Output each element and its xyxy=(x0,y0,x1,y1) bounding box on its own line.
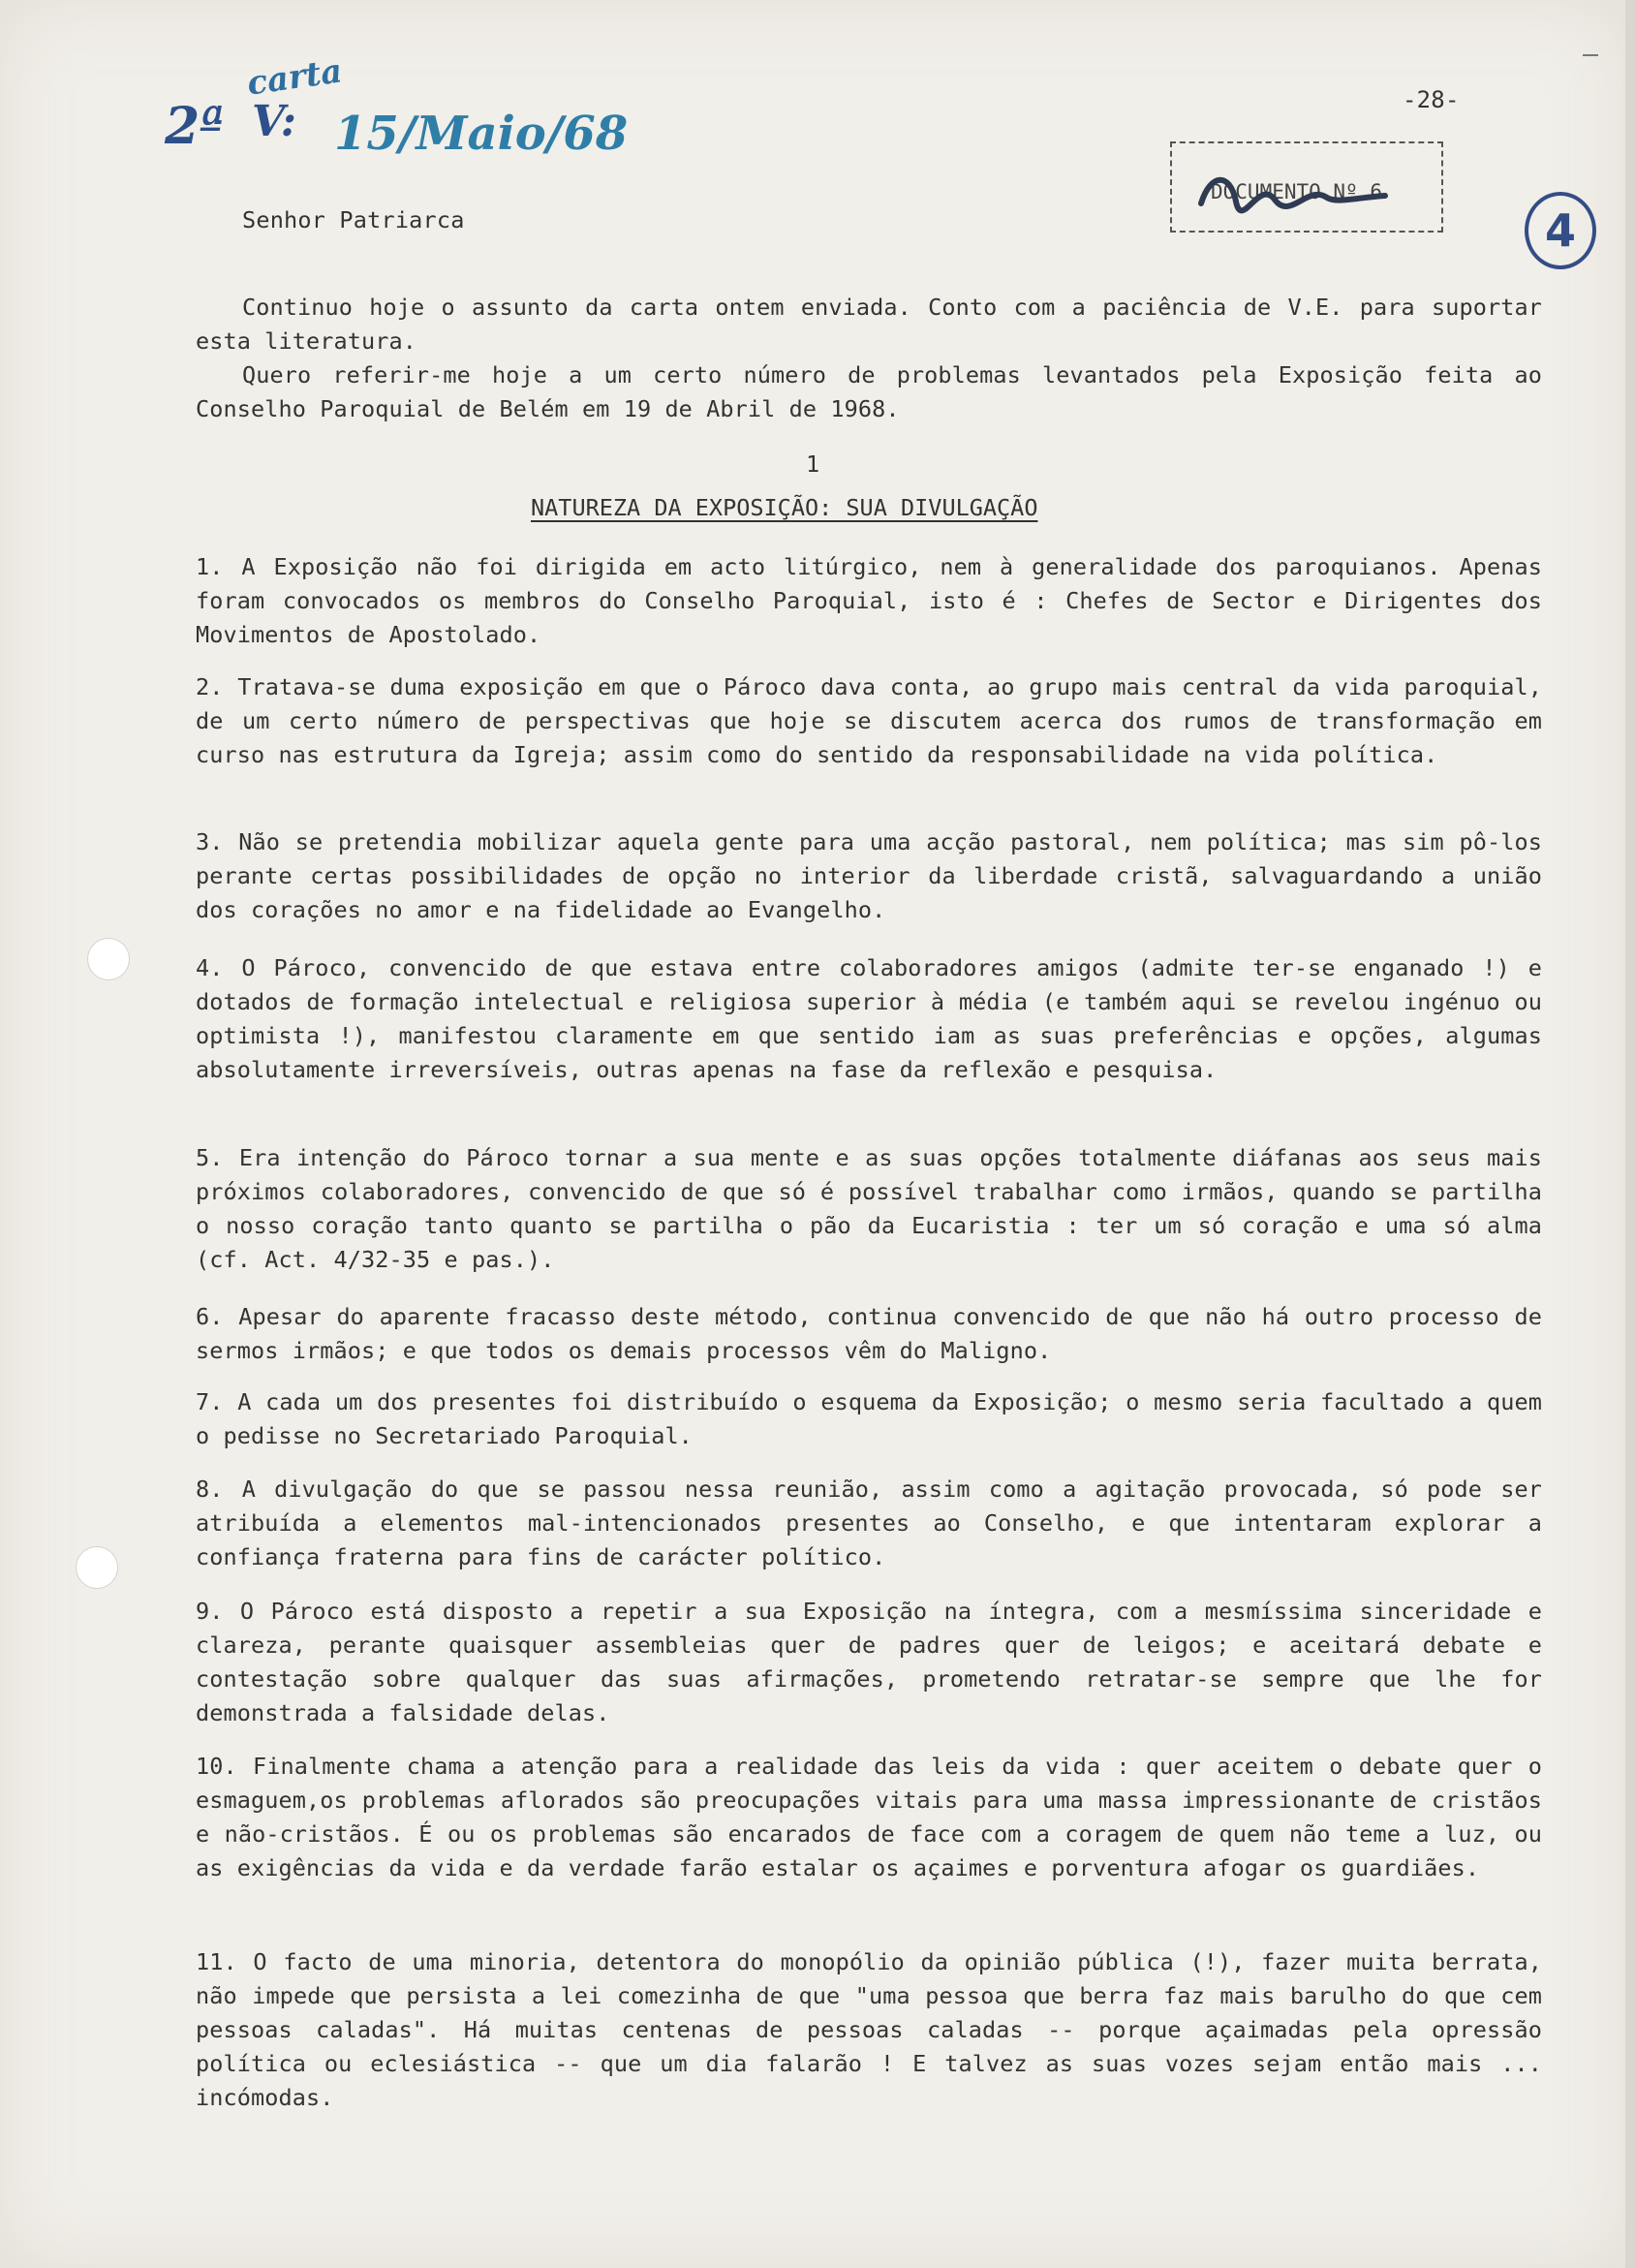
punch-hole-top xyxy=(87,938,130,980)
punch-hole-bottom xyxy=(76,1546,118,1589)
point-7: 7. A cada um dos presentes foi distribuído o esquema da Exposição; o mesmo seria facultado a quem o pedisse no Secretariado Paroquial. xyxy=(196,1388,1542,1449)
point-5: 5. Era intenção do Pároco tornar a sua mente e as suas opções totalmente diáfanas aos seus mais próximos colaboradores, convencido de que só é possível trabalhar como irmãos, quando se partilha o nosso coração tanto quanto se partilha o pão da Eucaristia : ter um só coração e uma só alma (cf. Act. 4/32-35 e pas.). xyxy=(196,1144,1542,1273)
document-label-box xyxy=(1170,141,1443,233)
handwritten-carta: carta xyxy=(244,51,345,104)
point-8: 8. A divulgação do que se passou nessa reunião, assim como a agitação provocada, só pode ser atribuída a elementos mal-intencionados presentes ao Conselho, e que intentaram explorar a confiança fraterna para fins de carácter político. xyxy=(196,1476,1542,1570)
point-1: 1. A Exposição não foi dirigida em acto litúrgico, nem à generalidade dos paroquianos. Apenas foram convocados os membros do Conselho Paroquial, isto é : Chefes de Sector e Dirigentes dos Movimentos de Apostolado. xyxy=(196,553,1542,648)
page-number: -28- xyxy=(1403,86,1460,113)
point-3: 3. Não se pretendia mobilizar aquela gente para uma acção pastoral, nem política; mas sim pô-los perante certas possibilidades de opção no interior da liberdade cristã, salvaguardando a união dos corações no amor e na fidelidade ao Evangelho. xyxy=(196,828,1542,923)
point-9: 9. O Pároco está disposto a repetir a sua Exposição na íntegra, com a mesmíssima sinceridade e clareza, perante quaisquer assembleias quer de padres quer de leigos; e aceitará debate e contestação sobre qualquer das suas afirmações, prometendo retratar-se sempre que lhe for demonstrada a falsidade delas. xyxy=(196,1598,1542,1726)
handwritten-date: 15/Maio/68 xyxy=(334,107,629,161)
section-title: NATUREZA DA EXPOSIÇÃO: SUA DIVULGAÇÃO xyxy=(531,494,1038,521)
handwritten-ordinal: 2ª xyxy=(165,97,225,156)
corner-mark xyxy=(1583,54,1598,56)
signature-scribble xyxy=(1191,163,1424,221)
point-10: 10. Finalmente chama a atenção para a realidade das leis da vida : quer aceitem o debate quer o esmaguem,os problemas aflorados são preocupações vitais para uma massa impressionante de cristãos e não-cristãos. É ou os problemas são encarados de face com a coragem de quem não teme a luz, ou as exigências da vida e da verdade farão estalar os açaimes e porventura afogar os guardiães. xyxy=(196,1753,1542,1881)
point-2: 2. Tratava-se duma exposição em que o Pároco dava conta, ao grupo mais central da vida paroquial, de um certo número de perspectivas que hoje se discutem acerca dos rumos de transformação em curso nas estrutura da Igreja; assim como do sentido da responsabilidade na vida política. xyxy=(196,673,1542,768)
point-6: 6. Apesar do aparente fracasso deste método, continua convencido de que não há outro processo de sermos irmãos; e que todos os demais processos vêm do Maligno. xyxy=(196,1303,1542,1364)
intro-paragraph-2: Quero referir-me hoje a um certo número de problemas levantados pela Exposição feita ao Conselho Paroquial de Belém em 19 de Abril de 1968. xyxy=(196,361,1542,422)
point-4: 4. O Pároco, convencido de que estava entre colaboradores amigos (admite ter-se enganado !) e dotados de formação intelectual e religiosa superior à média (e também aqui se revelou ingénuo ou optimista !), manifestou claramente em que sentido iam as suas preferências e opções, algumas absolutamente irreversíveis, outras apenas na fase da reflexão e pesquisa. xyxy=(196,954,1542,1083)
handwritten-tick: V: xyxy=(252,97,296,146)
point-11: 11. O facto de uma minoria, detentora do monopólio da opinião pública (!), fazer muita berrata, não impede que persista a lei comezinha de que "uma pessoa que berra faz mais barulho do que cem pessoas caladas". Há muitas centenas de pessoas caladas -- porque açaimadas pela opressão política ou eclesiástica -- que um dia falarão ! E talvez as suas vozes sejam então mais ... incómodas. xyxy=(196,1948,1542,2111)
circled-number: 4 xyxy=(1525,192,1596,269)
section-number: 1 xyxy=(806,450,820,478)
intro-paragraph-1: Continuo hoje o assunto da carta ontem enviada. Conto com a paciência de V.E. para suportar esta literatura. xyxy=(196,294,1542,355)
document-label: DOCUMENTO Nº 6 xyxy=(1211,180,1383,203)
salutation: Senhor Patriarca xyxy=(242,206,465,233)
